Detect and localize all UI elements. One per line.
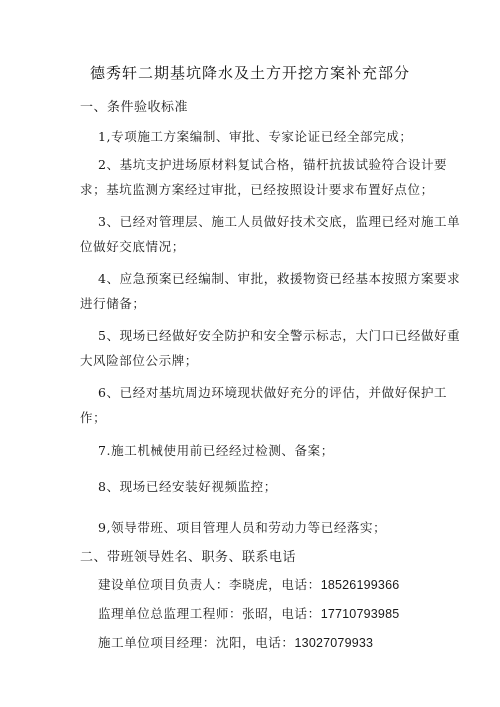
item-8-line-1: 8、现场已经安装好视频监控； (98, 479, 277, 494)
contact-row (98, 575, 399, 593)
item-4-line-1: 4、应急预案已经编制、审批，救援物资已经基本按照方案要求 (98, 271, 461, 286)
item-4-line-2: 进行储备； (80, 296, 146, 311)
item-6-line-1: 6、已经对基坑周边环境现状做好充分的评估，并做好保护工 (98, 385, 448, 400)
item-9-line-1: 9,领导带班、项目管理人员和劳动力等已经落实； (98, 520, 387, 535)
contact-phone: 13027079933 (294, 636, 374, 650)
contact-row (98, 633, 373, 651)
contact-phone: 17710793985 (320, 607, 400, 621)
item-7-line-1: 7.施工机械使用前已经经过检测、备案； (98, 443, 334, 458)
item-6-line-2: 作； (80, 410, 107, 425)
section-1-heading: 一、条件验收标准 (80, 100, 189, 115)
contact-role-text: 施工单位项目经理：沈阳，电话： (98, 635, 295, 650)
document-title: 德秀轩二期基坑降水及土方开挖方案补充部分 (89, 64, 410, 82)
contact-role-text: 监理单位总监理工程师：张昭，电话： (98, 606, 321, 621)
section-2-heading: 二、带班领导姓名、职务、联系电话 (80, 550, 297, 565)
contact-role-text: 建设单位项目负责人：李晓虎，电话： (98, 577, 321, 592)
item-1-line-1: 1,专项施工方案编制、审批、专家论证已经全部完成； (98, 129, 413, 144)
contact-row (98, 604, 399, 622)
item-3-line-2: 位做好交底情况； (80, 239, 185, 254)
item-5-line-2: 大风险部位公示牌； (80, 353, 198, 368)
item-2-line-2: 求；基坑监测方案经过审批，已经按照设计要求布置好点位； (80, 182, 434, 197)
item-3-line-1: 3、已经对管理层、施工人员做好技术交底，监理已经对施工单 (98, 214, 461, 229)
contact-phone: 18526199366 (320, 578, 400, 592)
item-2-line-1: 2、基坑支护进场原材料复试合格，锚杆抗拔试验符合设计要 (98, 157, 448, 172)
item-5-line-1: 5、现场已经做好安全防护和安全警示标志，大门口已经做好重 (98, 328, 461, 343)
